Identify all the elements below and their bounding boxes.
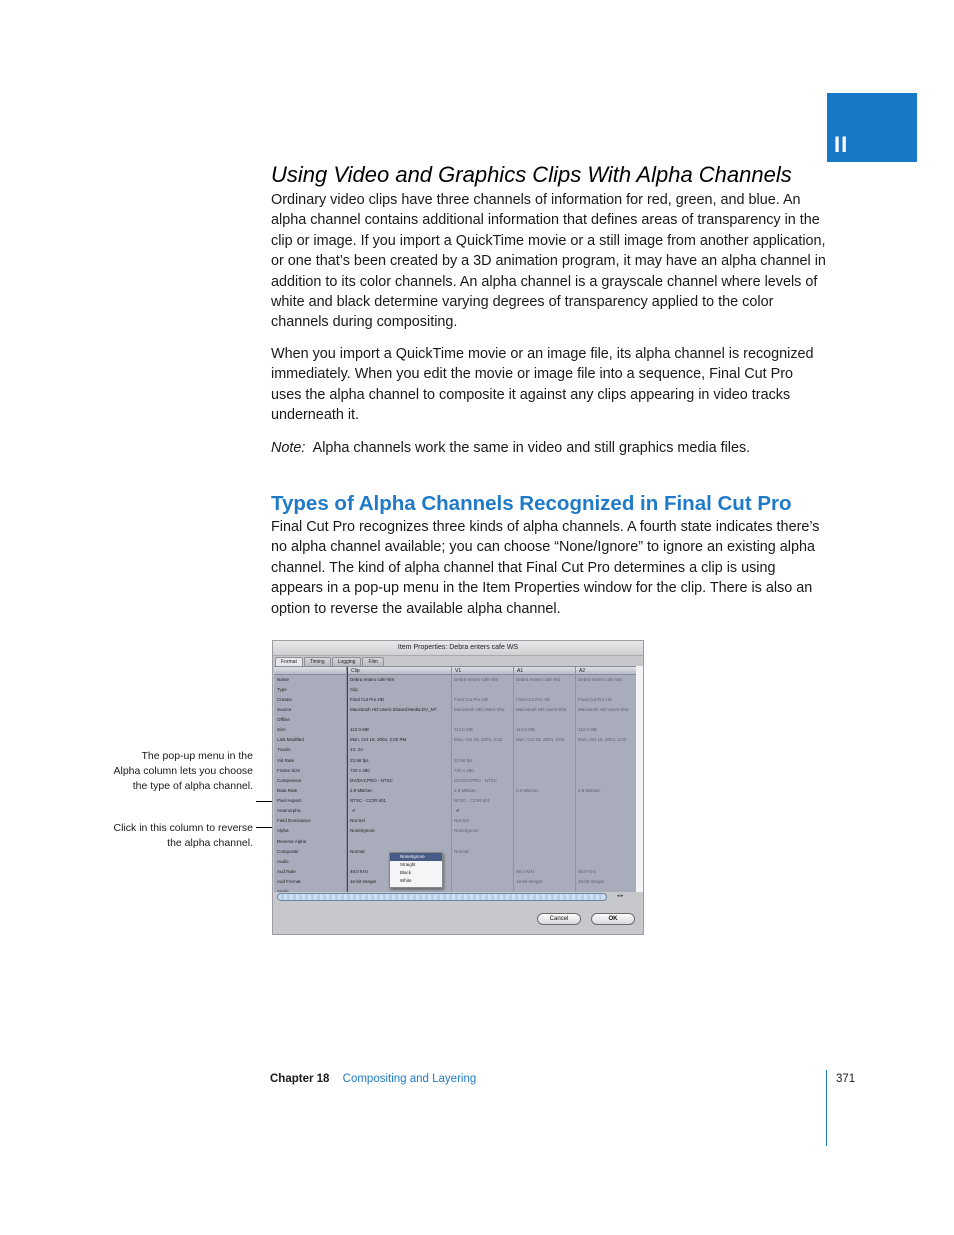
cell-a2-source: Macintosh HD:Users:Sha bbox=[578, 707, 629, 712]
row-label: Aud Rate bbox=[277, 869, 296, 874]
cell-clip-compressor: DV/DVCPRO - NTSC bbox=[350, 778, 394, 783]
row-label: Anolo bbox=[277, 889, 289, 892]
part-numeral: II bbox=[834, 132, 849, 157]
row-label: Offline bbox=[277, 717, 290, 722]
cell-a2-aud-rate: 48.0 KHz bbox=[578, 869, 597, 874]
cell-clip-name[interactable]: Debra enters cafe WS bbox=[350, 677, 395, 682]
popup-option-white[interactable]: White bbox=[400, 878, 412, 883]
row-label: Aud Format bbox=[277, 879, 301, 884]
footer-chapter bbox=[270, 1073, 476, 1085]
cell-a2-last-modified: Mon, Oct 18, 2004, 2:02 bbox=[578, 737, 627, 742]
row-label: Data Rate bbox=[277, 788, 298, 793]
section-title-alpha-channels: Using Video and Graphics Clips With Alpha Channels bbox=[271, 162, 792, 187]
row-label: Last Modified bbox=[277, 737, 304, 742]
tab-format[interactable]: Format bbox=[275, 657, 303, 666]
chapter-title-link[interactable]: Compositing and Layering bbox=[342, 1073, 477, 1085]
section-title-types: Types of Alpha Channels Recognized in Final Cut Pro bbox=[271, 492, 792, 515]
cell-v1-size: 112.0 MB bbox=[454, 727, 473, 732]
tab-logging[interactable]: Logging bbox=[332, 657, 362, 666]
note bbox=[271, 438, 827, 458]
callout-popup-menu: The pop-up menu in the Alpha column lets you choose the type of alpha channel. bbox=[113, 750, 253, 792]
row-label: Tracks bbox=[277, 747, 291, 752]
cell-a2-name: Debra enters cafe WS bbox=[578, 677, 623, 682]
cell-clip-field-dominance[interactable]: Not Set bbox=[350, 818, 366, 823]
cell-v1-field-dominance: Not Set bbox=[454, 818, 470, 823]
cell-v1-vid-rate: 23.98 fps bbox=[454, 758, 473, 763]
row-label: Anamorphic bbox=[277, 808, 302, 813]
ok-button[interactable]: OK bbox=[591, 913, 635, 925]
cell-clip-last-modified: Mon, Oct 18, 2004, 2:02 PM bbox=[350, 737, 407, 742]
checkmark-icon[interactable]: ✔ bbox=[456, 808, 460, 813]
cell-v1-creator: Final Cut Pro HD bbox=[454, 697, 489, 702]
cell-v1-alpha[interactable]: None/Ignore bbox=[454, 828, 479, 833]
paragraph-intro: Ordinary video clips have three channels of information for red, green, and blue. An alpha channel contains additional information that defines areas of transparency in the clip or image. If you import a QuickTime movie or a still image from another application, or one that’s been created by a 3D animation program, it may have an alpha channel in addition to its color channels. An alpha channel is a grayscale channel where levels of white and black determine varying degrees of transparency applied to the color channels during compositing. bbox=[271, 192, 826, 331]
item-properties-window bbox=[272, 640, 644, 935]
cell-clip-frame-size: 720 x 480 bbox=[350, 768, 370, 773]
cell-a2-aud-format: 16-bit Integer bbox=[578, 879, 605, 884]
paragraph-import: When you import a QuickTime movie or an image file, its alpha channel is recognized immediately. When you edit the movie or image file into a sequence, Final Cut Pro uses the alpha channel to composite it against any clips appearing in video tracks underneath it. bbox=[271, 346, 814, 424]
cell-a1-last-modified: Mon, Oct 18, 2004, 2:02 bbox=[516, 737, 565, 742]
cell-v1-source: Macintosh HD:Users:Sha bbox=[454, 707, 505, 712]
column-header-clip[interactable]: Clip bbox=[351, 668, 360, 674]
part-tab bbox=[827, 93, 917, 162]
cell-a2-creator: Final Cut Pro HD bbox=[578, 697, 613, 702]
row-label: Pixel Aspect bbox=[277, 798, 302, 803]
cell-clip-aud-rate: 48.0 KHz bbox=[350, 869, 369, 874]
chapter-label: Chapter 18 bbox=[270, 1073, 330, 1085]
horizontal-scrollbar[interactable] bbox=[277, 893, 607, 901]
cell-v1-last-modified: Mon, Oct 18, 2004, 2:02 bbox=[454, 737, 503, 742]
row-label: Reverse Alpha bbox=[277, 839, 307, 844]
row-label: Source bbox=[277, 707, 292, 712]
cell-clip-source: Macintosh HD:Users:Shared:Media:DV_NT bbox=[350, 707, 437, 712]
cell-clip-pixel-aspect[interactable]: NTSC - CCIR 601 bbox=[350, 798, 387, 803]
row-label: Frame Size bbox=[277, 768, 301, 773]
column-header-a1[interactable]: A1 bbox=[517, 668, 524, 674]
properties-grid bbox=[274, 666, 636, 892]
row-label: Alpha bbox=[277, 828, 289, 833]
row-label: Composite bbox=[277, 849, 299, 854]
cell-clip-data-rate: 2.9 MB/sec bbox=[350, 788, 373, 793]
cancel-button[interactable]: Cancel bbox=[537, 913, 581, 925]
page-number: 371 bbox=[836, 1073, 856, 1085]
cell-a1-data-rate: 2.9 MB/sec bbox=[516, 788, 539, 793]
cell-clip-vid-rate: 23.98 fps bbox=[350, 758, 369, 763]
popup-option-none-ignore[interactable]: None/Ignore bbox=[390, 853, 442, 861]
row-label: Name bbox=[277, 677, 290, 682]
note-label: Note: bbox=[271, 440, 306, 456]
cell-a1-source: Macintosh HD:Users:Sha bbox=[516, 707, 567, 712]
paragraph-types: Final Cut Pro recognizes three kinds of alpha channels. A fourth state indicates there’s no alpha channel available; you can choose “None/Ignore” to ignore an existing alpha channel. The kind of alpha channel that Final Cut Pro determines a clip is using appears in a pop-up menu in the Item Properties window for the clip. There is also an option to reverse the available alpha channel. bbox=[271, 519, 820, 617]
cell-a1-size: 112.0 MB bbox=[516, 727, 535, 732]
cell-clip-creator: Final Cut Pro HD bbox=[350, 697, 385, 702]
cell-a2-size: 112.0 MB bbox=[578, 727, 597, 732]
column-header-a2[interactable]: A2 bbox=[579, 668, 586, 674]
tab-film[interactable]: Film bbox=[362, 657, 383, 666]
cell-v1-frame-size: 720 x 480 bbox=[454, 768, 474, 773]
cell-a1-name: Debra enters cafe WS bbox=[516, 677, 561, 682]
cell-v1-compressor: DV/DVCPRO - NTSC bbox=[454, 778, 498, 783]
checkmark-icon[interactable]: ✔ bbox=[352, 808, 356, 813]
row-label: Field Dominance bbox=[277, 818, 311, 823]
cell-a2-data-rate: 2.9 MB/sec bbox=[578, 788, 601, 793]
cell-a1-creator: Final Cut Pro HD bbox=[516, 697, 551, 702]
scroll-arrows-icon[interactable]: ◂ ▸ bbox=[617, 893, 624, 899]
popup-option-straight[interactable]: Straight bbox=[400, 862, 416, 867]
vertical-scrollbar[interactable] bbox=[636, 666, 643, 892]
cell-v1-pixel-aspect: NTSC - CCIR 601 bbox=[454, 798, 491, 803]
cell-v1-composite: Normal bbox=[454, 849, 469, 854]
cell-clip-tracks: 1V, 2A bbox=[350, 747, 364, 752]
footer-divider bbox=[826, 1070, 827, 1146]
row-label: Compressor bbox=[277, 778, 302, 783]
tab-bar bbox=[275, 657, 385, 666]
note-text: Alpha channels work the same in video and still graphics media files. bbox=[312, 440, 751, 456]
row-label: Creator bbox=[277, 697, 293, 702]
cell-clip-type: Clip bbox=[350, 687, 358, 692]
window-title: Item Properties: Debra enters cafe WS bbox=[273, 641, 643, 656]
row-label: Size bbox=[277, 727, 286, 732]
cell-clip-aud-format: 16-bit Integer bbox=[350, 879, 377, 884]
cell-a1-aud-rate: 48.0 KHz bbox=[516, 869, 535, 874]
cell-v1-data-rate: 2.9 MB/sec bbox=[454, 788, 477, 793]
cell-a1-aud-format: 16-bit Integer bbox=[516, 879, 543, 884]
row-label: Vid Rate bbox=[277, 758, 295, 763]
callout-reverse-alpha: Click in this column to reverse the alpha channel. bbox=[113, 822, 253, 849]
cell-clip-alpha[interactable]: None/Ignore bbox=[350, 828, 375, 833]
alpha-popup-menu[interactable] bbox=[389, 852, 443, 888]
cell-clip-size: 112.0 MB bbox=[350, 727, 369, 732]
cell-v1-name: Debra enters cafe WS bbox=[454, 677, 499, 682]
row-label: Type bbox=[277, 687, 287, 692]
tab-timing[interactable]: Timing bbox=[304, 657, 331, 666]
column-header-v1[interactable]: V1 bbox=[455, 668, 462, 674]
popup-option-black[interactable]: Black bbox=[400, 870, 412, 875]
cell-clip-composite[interactable]: Normal bbox=[350, 849, 365, 854]
row-label: Audio bbox=[277, 859, 289, 864]
